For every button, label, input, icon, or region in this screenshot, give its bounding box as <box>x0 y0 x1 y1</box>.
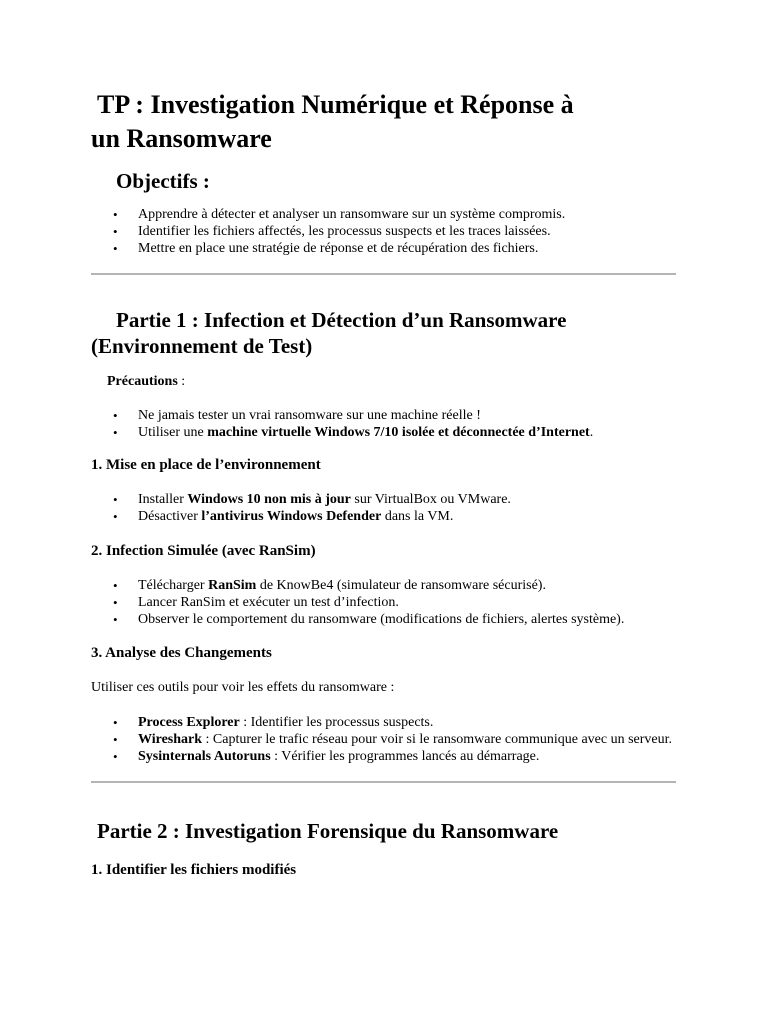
precautions-label-bold: Précautions <box>107 374 178 389</box>
item-text: sur VirtualBox ou VMware. <box>350 492 511 507</box>
item-bold-text: Sysinternals Autoruns <box>138 749 271 764</box>
list-item: • Lancer RanSim et exécuter un test d’infection. <box>91 594 676 611</box>
item-text: . <box>589 425 594 440</box>
section-divider <box>91 781 676 783</box>
item-text: Installer <box>138 492 188 507</box>
partie1-heading-line-1: Partie 1 : Infection et Détection d’un Ransomware <box>116 308 567 332</box>
item-bold-text: RanSim <box>208 578 257 593</box>
objectifs-heading: Objectifs : <box>116 169 210 193</box>
section-3-intro: Utiliser ces outils pour voir les effets du ransomware : <box>91 680 395 695</box>
item-text: Désactiver <box>138 509 202 524</box>
precautions-list <box>91 407 676 441</box>
partie2-section-1-heading: 1. Identifier les fichiers modifiés <box>91 862 297 878</box>
partie2-heading: Partie 2 : Investigation Forensique du Ransomware <box>97 819 559 843</box>
precautions-colon: : <box>177 374 186 389</box>
title-line-1: TP : Investigation Numérique et Réponse à <box>97 90 574 119</box>
objectifs-list <box>91 206 676 257</box>
section-1-list <box>91 491 676 525</box>
item-text: : Capturer le trafic réseau pour voir si le ransomware communique avec un serveur. <box>202 732 673 747</box>
item-bold-text: Wireshark <box>138 732 203 747</box>
item-bold-text: machine virtuelle Windows 7/10 isolée et déconnectée d’Internet <box>207 425 590 440</box>
item-text: Télécharger <box>138 578 209 593</box>
item-bold-text: l’antivirus Windows Defender <box>201 509 382 524</box>
item-text: : Identifier les processus suspects. <box>239 715 434 730</box>
list-item <box>91 731 676 748</box>
list-item: • Apprendre à détecter et analyser un ransomware sur un système compromis. <box>91 206 676 223</box>
list-item: • Ne jamais tester un vrai ransomware sur une machine réelle ! <box>91 407 676 424</box>
list-item <box>91 714 676 731</box>
section-3-list <box>91 714 676 765</box>
list-item: • Observer le comportement du ransomware (modifications de fichiers, alertes système). <box>91 611 676 628</box>
item-bold-text: Process Explorer <box>138 715 240 730</box>
section-1-heading: 1. Mise en place de l’environnement <box>91 457 321 473</box>
precautions-label <box>91 373 676 390</box>
list-item <box>91 577 676 594</box>
list-item <box>91 748 676 765</box>
document-page <box>91 88 676 879</box>
list-item <box>91 424 676 441</box>
item-bold-text: Windows 10 non mis à jour <box>187 492 351 507</box>
document-title <box>91 88 676 156</box>
item-text: Utiliser une <box>138 425 208 440</box>
section-divider <box>91 273 676 275</box>
partie1-heading-line-2: (Environnement de Test) <box>91 334 313 358</box>
list-item: • Mettre en place une stratégie de réponse et de récupération des fichiers. <box>91 240 676 257</box>
partie1-heading <box>91 307 676 359</box>
section-3-heading: 3. Analyse des Changements <box>91 645 272 661</box>
item-text: : Vérifier les programmes lancés au démarrage. <box>270 749 540 764</box>
list-item <box>91 508 676 525</box>
list-item <box>91 491 676 508</box>
item-text: dans la VM. <box>381 509 454 524</box>
list-item: • Identifier les fichiers affectés, les processus suspects et les traces laissées. <box>91 223 676 240</box>
section-2-heading: 2. Infection Simulée (avec RanSim) <box>91 543 316 559</box>
section-2-list <box>91 577 676 628</box>
item-text: de KnowBe4 (simulateur de ransomware sécurisé). <box>256 578 546 593</box>
title-line-2: un Ransomware <box>91 124 272 153</box>
